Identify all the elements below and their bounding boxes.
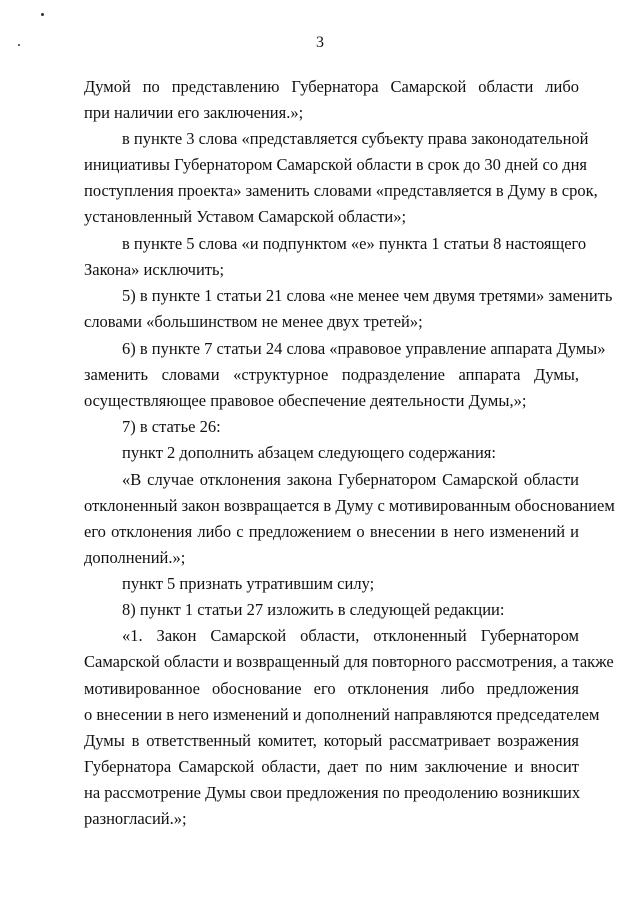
scan-speck <box>41 13 44 16</box>
text-line: его отклонения либо с предложением о внесении в него изменений и <box>84 522 579 541</box>
text-line: установленный Уставом Самарской области»; <box>84 207 407 226</box>
text-line: Самарской области и возвращенный для повторного рассмотрения, а также <box>84 652 614 671</box>
text-line: 7) в статье 26: <box>122 417 221 436</box>
text-line: Закона» исключить; <box>84 260 225 279</box>
text-line: дополнений.»; <box>84 548 186 567</box>
text-line: пункт 5 признать утратившим силу; <box>122 574 375 593</box>
text-line: при наличии его заключения.»; <box>84 103 304 122</box>
text-line: 8) пункт 1 статьи 27 изложить в следующей редакции: <box>122 600 505 619</box>
text-line: Думой по представлению Губернатора Самарской области либо <box>84 77 579 96</box>
text-line: инициативы Губернатором Самарской области в срок до 30 дней со дня <box>84 155 588 174</box>
text-line: заменить словами «структурное подразделение аппарата Думы, <box>84 365 579 384</box>
text-line: поступления проекта» заменить словами «представляется в Думу в срок, <box>84 181 598 200</box>
text-line: «1. Закон Самарской области, отклоненный Губернатором <box>122 626 579 645</box>
text-line: в пункте 3 слова «представляется субъекту права законодательной <box>122 129 589 148</box>
text-line: в пункте 5 слова «и подпунктом «е» пункта 1 статьи 8 настоящего <box>122 234 587 253</box>
text-line: словами «большинством не менее двух третей»; <box>84 312 423 331</box>
text-line: осуществляющее правовое обеспечение деятельности Думы,»; <box>84 391 527 410</box>
text-line: Думы в ответственный комитет, который рассматривает возражения <box>84 731 579 750</box>
text-line: разногласий.»; <box>84 809 187 828</box>
text-line: «В случае отклонения закона Губернатором Самарской области <box>122 470 579 489</box>
text-line: 6) в пункте 7 статьи 24 слова «правовое управление аппарата Думы» <box>122 339 606 358</box>
page-number: 3 <box>316 34 324 51</box>
text-line: пункт 2 дополнить абзацем следующего содержания: <box>122 443 496 462</box>
text-line: на рассмотрение Думы свои предложения по преодолению возникших <box>84 783 581 802</box>
text-line: отклоненный закон возвращается в Думу с мотивированным обоснованием <box>84 496 615 515</box>
text-line: о внесении в него изменений и дополнений направляются председателем <box>84 705 600 724</box>
text-line: 5) в пункте 1 статьи 21 слова «не менее чем двумя третями» заменить <box>122 286 613 305</box>
text-line: Губернатора Самарской области, дает по ним заключение и вносит <box>84 757 579 776</box>
text-line: мотивированное обоснование его отклонения либо предложения <box>84 679 579 698</box>
